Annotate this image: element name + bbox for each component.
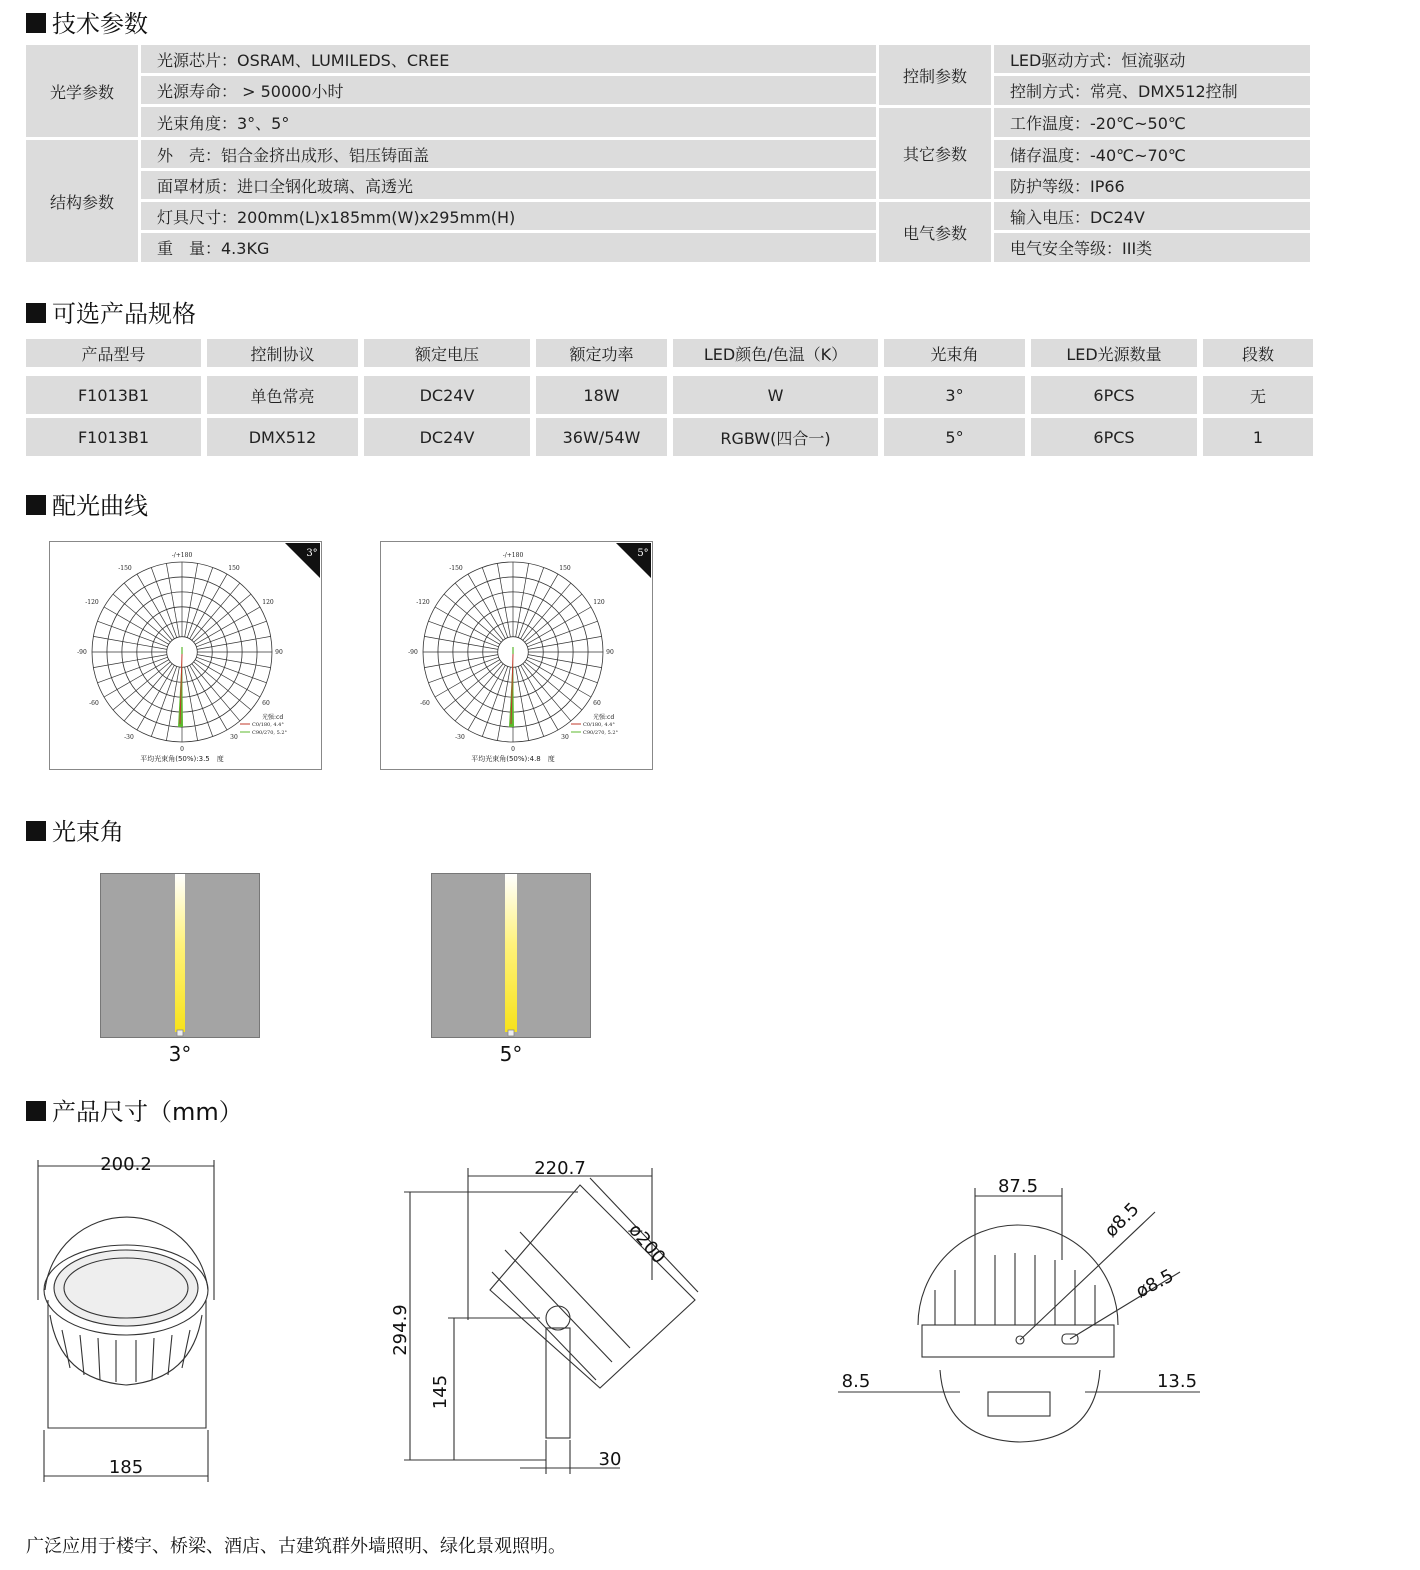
angle-label: -60 [89,700,99,707]
angle-label: -60 [420,700,430,707]
dim-label: ø8.5 [1132,1265,1178,1303]
dim-label: 8.5 [841,1371,871,1392]
dim-label: 87.5 [997,1176,1039,1197]
polar-spoke [113,662,170,710]
back-fins [935,1253,1095,1325]
control-label: 控制参数 [879,45,991,105]
table-cell: F1013B1 [26,376,201,414]
pivot-knob [546,1306,570,1330]
table-header-cell: 额定功率 [536,339,667,367]
legend-entry: C0/180, 4.4° [252,722,284,728]
angle-label: 0 [180,746,184,753]
other-row: 储存温度：-40℃~70℃ [994,140,1310,168]
polar-spoke [525,662,582,710]
polar-chart-card [380,541,653,770]
table-cell: 18W [536,376,667,414]
electric-label: 电气参数 [879,202,991,262]
square-bullet-icon [26,303,46,323]
angle-label: 150 [559,565,571,572]
table-cell: RGBW(四合一) [673,418,878,456]
lens-housing [940,1370,1100,1442]
square-bullet-icon [26,821,46,841]
table-cell: DMX512 [207,418,358,456]
heat-fins [62,1330,190,1382]
table-header-cell: 产品型号 [26,339,201,367]
optical-label: 光学参数 [26,45,138,137]
polar-spoke [124,583,172,640]
polar-chart-card [49,541,322,770]
section-title-specs [26,294,196,329]
structure-row: 外 壳：铝合金挤出成形、铝压铸面盖 [141,140,876,168]
dim-label: 30 [598,1449,622,1470]
beam-label: 5° [499,1042,523,1066]
beam-label: 3° [168,1042,192,1066]
dim-label: 185 [108,1457,144,1478]
angle-label: 150 [228,565,240,572]
table-cell: DC24V [364,418,530,456]
polar-spoke [124,664,172,721]
electric-row: 输入电压：DC24V [994,202,1310,230]
table-cell: 单色常亮 [207,376,358,414]
structure-row: 重 量：4.3KG [141,233,876,262]
beam-visual [431,873,591,1038]
dim-label: 13.5 [1156,1371,1198,1392]
angle-label: 90 [275,649,283,656]
section-title-beam [26,812,124,847]
beam-visual [100,873,260,1038]
legend-title: 光强:cd [262,714,284,721]
application-note: 广泛应用于楼宇、桥梁、酒店、古建筑群外墙照明、绿化景观照明。 [26,1536,566,1557]
table-cell: 36W/54W [536,418,667,456]
square-bullet-icon [26,1101,46,1121]
angle-label: 60 [262,700,270,707]
legend-entry: C0/180, 4.4° [583,722,615,728]
optical-row: 光源芯片：OSRAM、LUMILEDS、CREE [141,45,876,73]
table-header-cell: 额定电压 [364,339,530,367]
control-row: LED驱动方式：恒流驱动 [994,45,1310,73]
post [546,1328,570,1438]
section-title-size [26,1092,243,1127]
electric-row: 电气安全等级：III类 [994,233,1310,262]
table-header-cell: 段数 [1203,339,1313,367]
polar-spoke [523,664,571,721]
beam-light-graphic [101,874,259,1037]
angle-label: -/+180 [502,552,524,559]
optical-row: 光源寿命： > 50000小时 [141,76,876,104]
structure-label: 结构参数 [26,140,138,262]
section-title-text: 配光曲线 [52,492,148,520]
angle-label: -30 [124,734,134,741]
table-cell: 5° [884,418,1025,456]
polar-spoke [194,662,251,710]
angle-label: -90 [77,649,87,656]
back-view-drawing [838,1188,1200,1442]
table-header-cell: LED光源数量 [1031,339,1197,367]
angle-label: -120 [85,599,99,606]
angle-label: -30 [455,734,465,741]
dim-label: 145 [430,1374,451,1410]
angle-label: -150 [118,565,132,572]
legend-entry: C90/270, 5.2° [252,730,288,736]
polar-spoke [192,664,240,721]
section-title-text: 技术参数 [52,10,148,38]
polar-spoke [113,594,170,642]
section-title-text: 光束角 [52,818,124,846]
polar-spoke [525,594,582,642]
table-header-cell: 光束角 [884,339,1025,367]
polar-spoke [444,594,501,642]
angle-label: 30 [230,734,238,741]
fixture-housing [490,1185,695,1388]
polar-spoke [444,662,501,710]
structure-row: 灯具尺寸：200mm(L)x185mm(W)x295mm(H) [141,202,876,230]
other-label: 其它参数 [879,108,991,199]
polar-caption: 平均光束角(50%):4.8 度 [471,755,555,763]
section-title-tech [26,4,148,39]
legend-entry: C90/270, 5.2° [583,730,619,736]
legend-title: 光强:cd [593,714,615,721]
other-row: 工作温度：-20℃~50℃ [994,108,1310,137]
front-view-drawing [38,1160,214,1482]
polar-badge: 3° [306,548,318,559]
table-cell: 6PCS [1031,418,1197,456]
angle-label: -150 [449,565,463,572]
leader-line [1020,1212,1155,1340]
dim-label: 200.2 [100,1154,152,1175]
polar-spoke [194,594,251,642]
dim-label: ø8.5 [1100,1198,1144,1242]
other-row: 防护等级：IP66 [994,171,1310,199]
square-bullet-icon [26,495,46,515]
fixture-lens [54,1250,198,1326]
beam-light-graphic [432,874,590,1037]
side-view-drawing [404,1168,698,1474]
polar-badge: 5° [637,548,649,559]
angle-label: 120 [262,599,274,606]
angle-label: 0 [511,746,515,753]
angle-label: 30 [561,734,569,741]
table-header-cell: LED颜色/色温（K） [673,339,878,367]
polar-chart [50,542,321,769]
angle-label: -/+180 [171,552,193,559]
table-cell: 6PCS [1031,376,1197,414]
label-plate [988,1392,1050,1416]
table-header-cell: 控制协议 [207,339,358,367]
polar-caption: 平均光束角(50%):3.5 度 [140,755,224,763]
section-title-text: 可选产品规格 [52,300,196,328]
table-cell: 1 [1203,418,1313,456]
table-cell: F1013B1 [26,418,201,456]
dimension-drawings [0,1140,1420,1490]
structure-row: 面罩材质：进口全钢化玻璃、高透光 [141,171,876,199]
angle-label: 60 [593,700,601,707]
optical-row: 光束角度：3°、5° [141,107,876,137]
square-bullet-icon [26,13,46,33]
dim-label: 294.9 [390,1304,411,1356]
angle-label: -90 [408,649,418,656]
angle-label: -120 [416,599,430,606]
polar-spoke [455,664,503,721]
dim-label: ø200 [624,1219,670,1268]
polar-spoke [523,583,571,640]
angle-label: 120 [593,599,605,606]
section-title-light-curve [26,486,148,521]
section-title-text: 产品尺寸（mm） [52,1098,243,1126]
control-row: 控制方式：常亮、DMX512控制 [994,76,1310,105]
table-cell: DC24V [364,376,530,414]
table-cell: W [673,376,878,414]
table-cell: 3° [884,376,1025,414]
dim-label: 220.7 [534,1158,586,1179]
polar-chart [381,542,652,769]
polar-spoke [192,583,240,640]
table-cell: 无 [1203,376,1313,414]
angle-label: 90 [606,649,614,656]
polar-spoke [455,583,503,640]
